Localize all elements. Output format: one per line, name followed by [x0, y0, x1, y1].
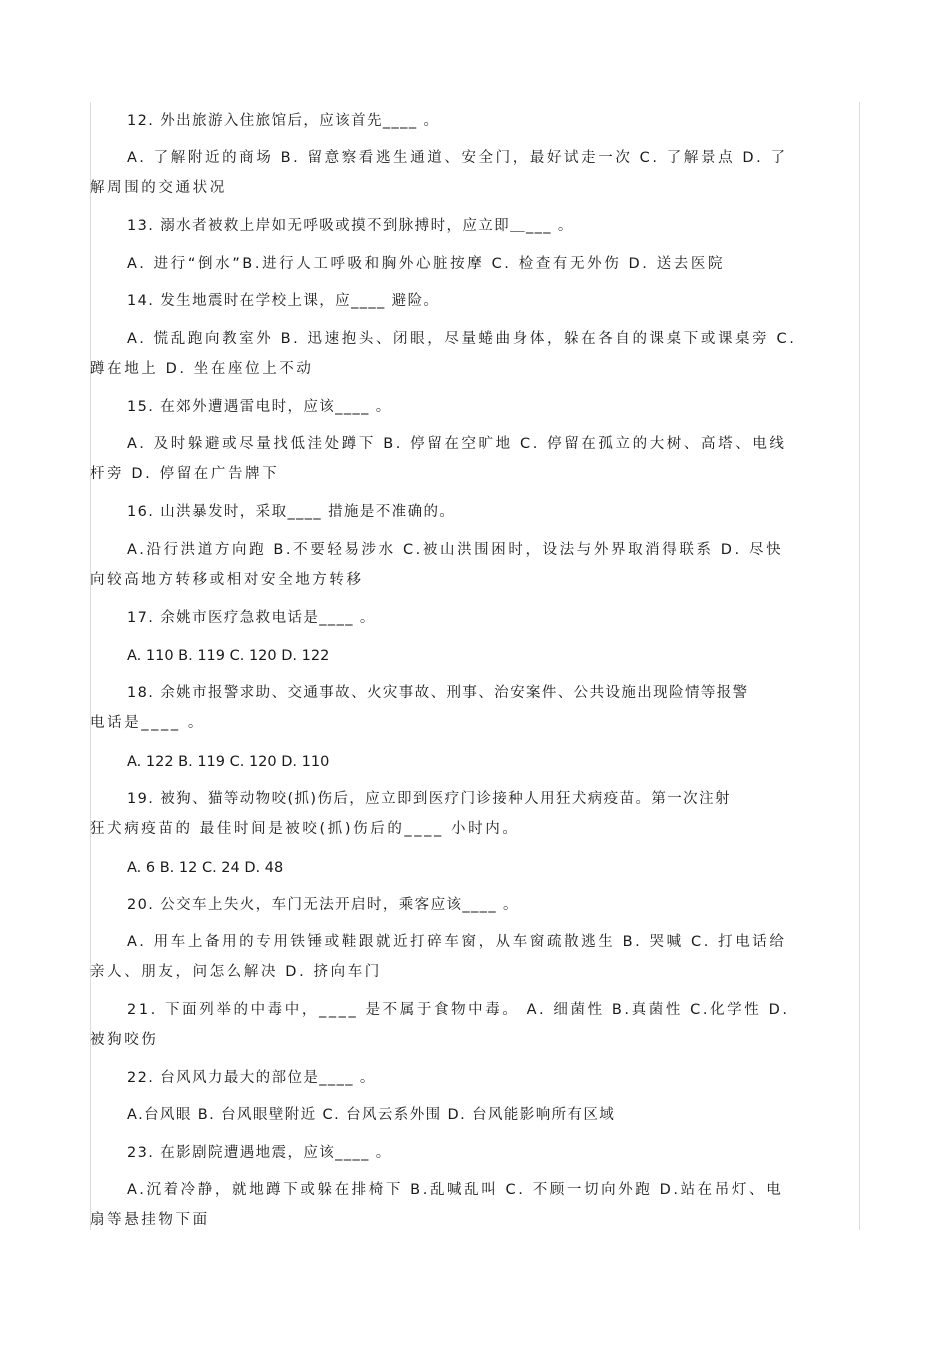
question-21-cont: 被狗咬伤 — [90, 1032, 159, 1048]
document-page — [90, 102, 860, 1230]
question-18-cont: 电话是____ 。 — [90, 715, 206, 731]
question-16: 16. 山洪暴发时，采取____ 措施是不准确的。 — [127, 504, 456, 520]
question-16-options: A.沿行洪道方向跑 B.不要轻易涉水 C.被山洪围困时，设法与外界取消得联系 D. 尽快 — [127, 542, 784, 558]
question-14-options: A. 慌乱跑向教室外 B. 迅速抱头、闭眼，尽量蜷曲身体，躲在各自的课桌下或课桌旁 C. — [127, 331, 797, 347]
question-22: 22. 台风风力最大的部位是____ 。 — [127, 1070, 376, 1086]
question-12-options: A. 了解附近的商场 B. 留意察看逃生通道、安全门，最好试走一次 C. 了解景点 D. 了 — [127, 150, 788, 166]
question-20-options-cont: 亲人、朋友，问怎么解决 D. 挤向车门 — [90, 964, 382, 980]
question-21: 21. 下面列举的中毒中，____ 是不属于食物中毒。 A. 细菌性 B.真菌性 C.化学性 D. — [127, 1002, 790, 1018]
question-13: 13. 溺水者被救上岸如无呼吸或摸不到脉搏时，应立即＿___ 。 — [127, 218, 574, 234]
question-19: 19. 被狗、猫等动物咬(抓)伤后，应立即到医疗门诊接种人用狂犬病疫苗。第一次注射 — [127, 791, 731, 807]
question-20: 20. 公交车上失火，车门无法开启时，乘客应该____ 。 — [127, 897, 519, 913]
question-23: 23. 在影剧院遭遇地震，应该____ 。 — [127, 1145, 392, 1161]
question-14-options-cont: 蹲在地上 D. 坐在座位上不动 — [90, 361, 314, 377]
question-20-options: A. 用车上备用的专用铁锤或鞋跟就近打碎车窗，从车窗疏散逃生 B. 哭喊 C. 打电话给 — [127, 934, 787, 950]
question-16-options-cont: 向较高地方转移或相对安全地方转移 — [90, 572, 364, 588]
question-12-options-cont: 解周围的交通状况 — [90, 180, 227, 196]
question-17-options: A. 110 B. 119 C. 120 D. 122 — [127, 648, 330, 664]
question-23-options-cont: 扇等悬挂物下面 — [90, 1212, 210, 1228]
question-18-options: A. 122 B. 119 C. 120 D. 110 — [127, 754, 330, 770]
question-15-options: A. 及时躲避或尽量找低洼处蹲下 B. 停留在空旷地 C. 停留在孤立的大树、高塔、电线 — [127, 436, 787, 452]
question-18: 18. 余姚市报警求助、交通事故、火灾事故、刑事、治安案件、公共设施出现险情等报警 — [127, 685, 749, 701]
question-23-options: A.沉着冷静，就地蹲下或躲在排椅下 B.乱喊乱叫 C. 不顾一切向外跑 D.站在吊灯、电 — [127, 1182, 784, 1198]
question-17: 17. 余姚市医疗急救电话是____ 。 — [127, 610, 376, 626]
question-12: 12. 外出旅游入住旅馆后，应该首先____ 。 — [127, 113, 440, 129]
question-19-options: A. 6 B. 12 C. 24 D. 48 — [127, 860, 284, 876]
question-22-options: A.台风眼 B. 台风眼壁附近 C. 台风云系外围 D. 台风能影响所有区域 — [127, 1107, 616, 1123]
question-15: 15. 在郊外遭遇雷电时，应该____ 。 — [127, 399, 392, 415]
question-13-options: A. 进行“倒水”B.进行人工呼吸和胸外心脏按摩 C. 检查有无外伤 D. 送去医院 — [127, 256, 726, 272]
question-15-options-cont: 杆旁 D. 停留在广告牌下 — [90, 466, 280, 482]
question-14: 14. 发生地震时在学校上课，应____ 避险。 — [127, 293, 440, 309]
question-19-cont: 狂犬病疫苗的 最佳时间是被咬(抓)伤后的____ 小时内。 — [90, 821, 520, 837]
